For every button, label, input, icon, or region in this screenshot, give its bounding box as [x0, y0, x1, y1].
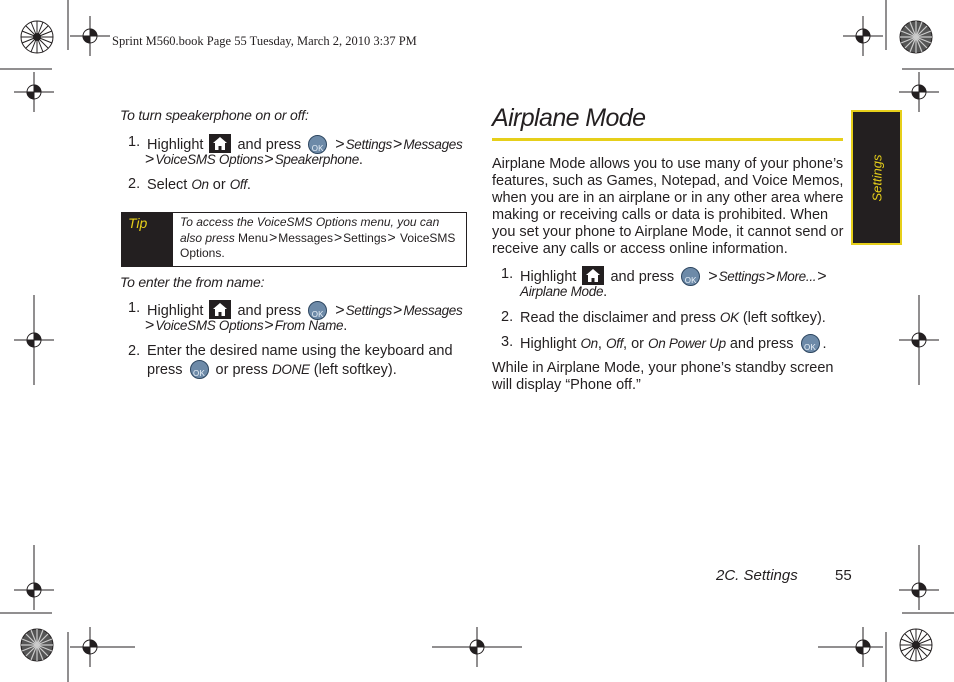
step-number: 3.	[501, 334, 514, 350]
step-text: Highlight	[147, 137, 204, 153]
menu-path: From Name	[274, 318, 344, 333]
menu-path: Settings	[345, 303, 392, 318]
airplane-step-3: 3. Highlight On, Off, or On Power Up and press OK .	[501, 334, 827, 352]
footer-section: 2C. Settings	[716, 567, 798, 584]
ok-button-icon: OK	[308, 301, 327, 320]
menu-path: Speakerphone	[274, 152, 359, 167]
tip-label: Tip	[122, 213, 173, 266]
speakerphone-lead: To turn speakerphone on or off:	[120, 107, 309, 123]
page-number: 55	[835, 567, 852, 584]
menu-path: Settings	[345, 137, 392, 152]
step-number: 2.	[501, 309, 514, 325]
fromname-step-1: 1. Highlight and press OK >Settings>Messages >VoiceSMS Options>From Name.	[128, 300, 463, 334]
step-text: and press	[237, 137, 302, 153]
option-on: On	[191, 177, 209, 192]
tip-box	[121, 212, 467, 267]
menu-path: Messages	[403, 137, 463, 152]
ok-button-icon: OK	[308, 135, 327, 154]
airplane-step-2: 2. Read the disclaimer and press OK (left softkey).	[501, 309, 826, 326]
softkey-done: DONE	[271, 362, 310, 377]
airplane-step-1: 1. Highlight and press OK >Settings>More...> Airplane Mode.	[501, 266, 827, 300]
fromname-lead: To enter the from name:	[120, 274, 265, 290]
step-number: 2.	[128, 343, 141, 359]
option-on-power-up: On Power Up	[648, 336, 726, 351]
menu-path: Settings	[718, 269, 765, 284]
print-header: Sprint M560.book Page 55 Tuesday, March 2, 2010 3:37 PM	[112, 34, 417, 48]
fromname-step-2: 2. Enter the desired name using the keyboard and press OK or press DONE (left softkey).	[128, 343, 453, 378]
menu-path: More...	[776, 269, 817, 284]
softkey-ok: OK	[719, 310, 739, 325]
step-number: 2.	[128, 176, 141, 192]
step-number: 1.	[501, 266, 514, 282]
option-on: On	[580, 336, 598, 351]
speakerphone-step-2: 2. Select On or Off.	[128, 176, 251, 193]
option-off: Off	[229, 177, 247, 192]
tip-text: To access the VoiceSMS Options menu, you can also press Menu>Messages>Settings> VoiceSMS Options.	[180, 215, 456, 260]
speakerphone-step-1: 1. Highlight and press OK >Settings>Messages >VoiceSMS Options>Speakerphone.	[128, 134, 463, 168]
closing-paragraph: While in Airplane Mode, your phone’s standby screen will display “Phone off.”	[492, 360, 834, 393]
ok-button-icon: OK	[681, 267, 700, 286]
option-off: Off	[605, 336, 624, 351]
section-tab: Settings	[851, 110, 902, 245]
ok-button-icon: OK	[801, 334, 820, 353]
section-title: Airplane Mode	[492, 104, 646, 132]
step-number: 1.	[128, 134, 141, 150]
step-number: 1.	[128, 300, 141, 316]
menu-path: VoiceSMS Options	[155, 318, 264, 333]
intro-paragraph: Airplane Mode allows you to use many of your phone’s features, such as Games, Notepad, and Voice Memos, when you are in an airplane or in any other area where making or receiving calls or data is prohibited. When you set your phone to Airplane Mode, it cannot send or receive any calls or access online information.	[492, 156, 844, 257]
ok-button-icon: OK	[190, 360, 209, 379]
menu-path: Messages	[403, 303, 463, 318]
title-rule	[492, 138, 843, 141]
menu-path: Airplane Mode	[520, 284, 604, 299]
step-text: Enter the desired name using the keyboard and	[147, 343, 453, 359]
menu-path: VoiceSMS Options	[155, 152, 264, 167]
